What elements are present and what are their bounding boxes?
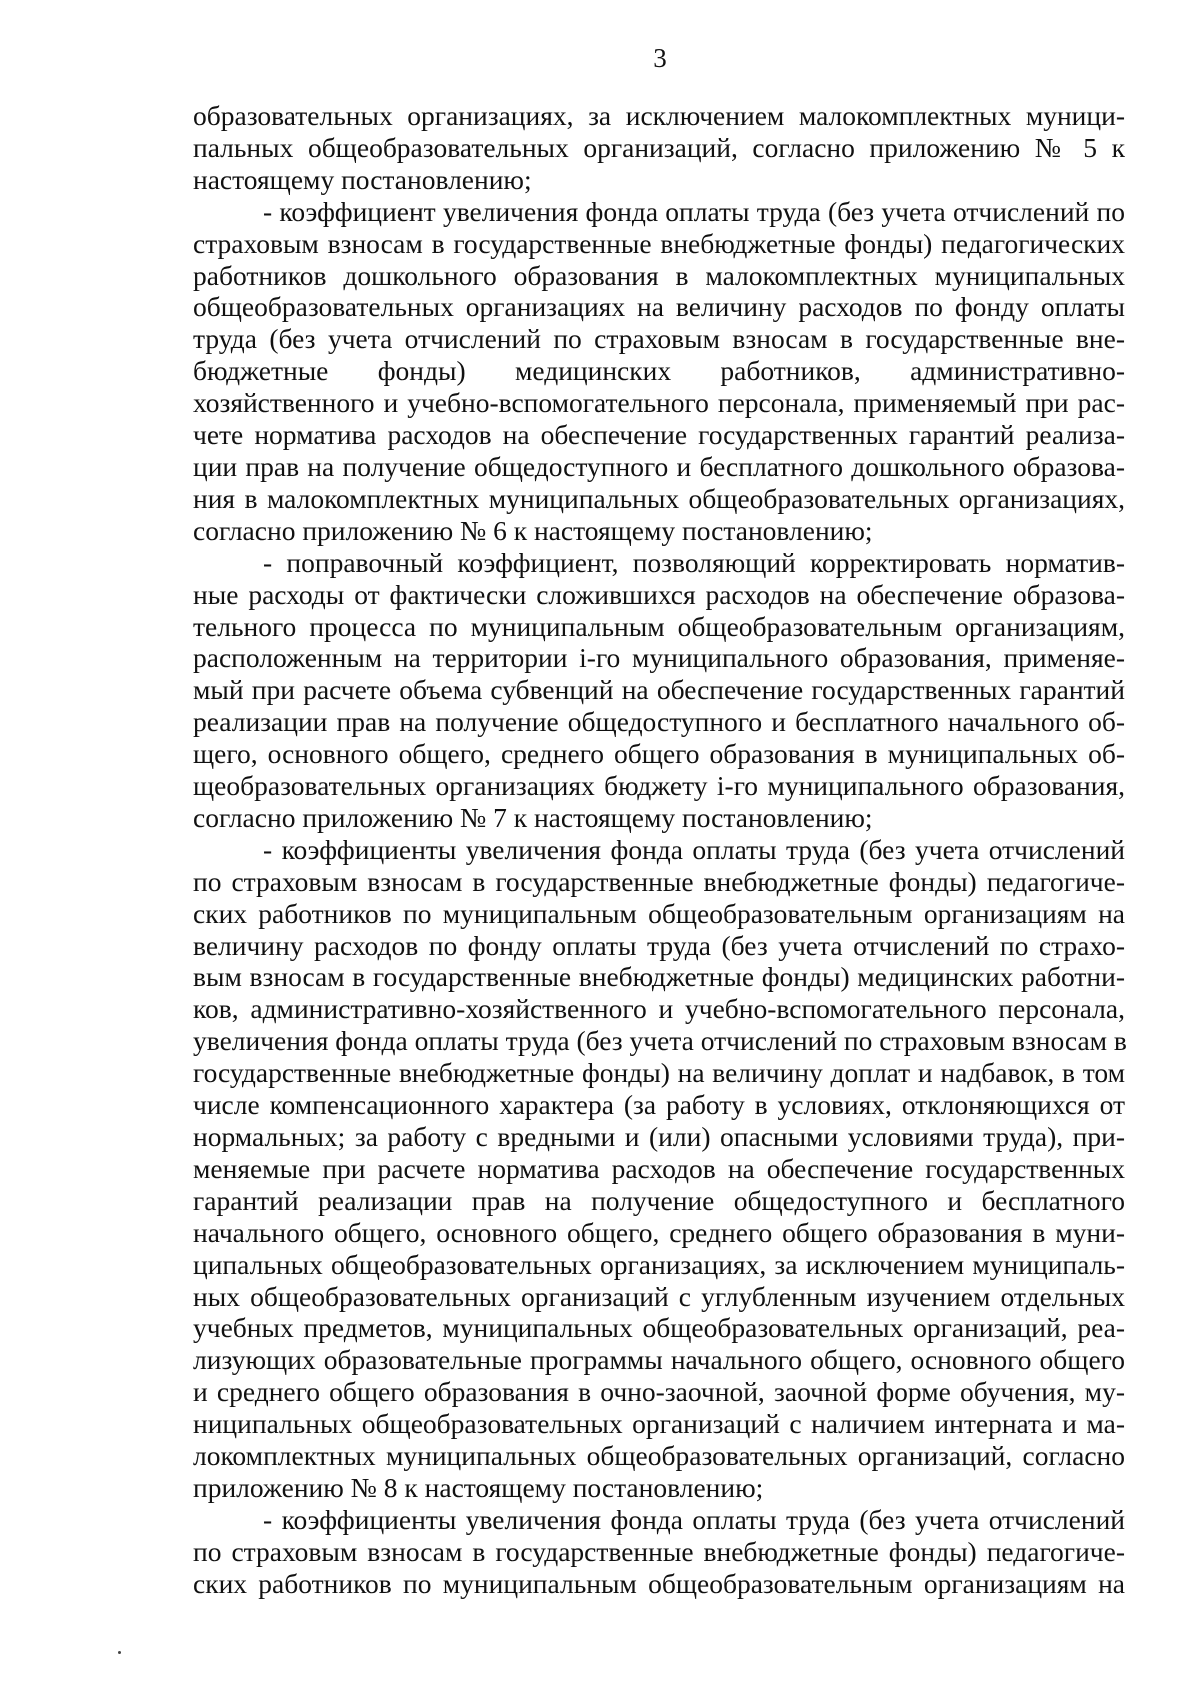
text-line: ков, административно-хозяйственного и учебно-вспомогательного персонала, [193, 993, 1125, 1025]
paragraph [193, 834, 1125, 1504]
text-line: реализации прав на получение общедоступного и бесплатного начального об- [193, 706, 1125, 738]
text-line: учебных предметов, муниципальных общеобразовательных организаций, реа- [193, 1312, 1125, 1344]
text-line: нормальных; за работу с вредными и (или) опасными условиями труда), при- [193, 1121, 1125, 1152]
text-line: щеобразовательных организациях бюджету i-го муниципального образования, [193, 770, 1125, 802]
text-line: начального общего, основного общего, среднего общего образования в муни- [193, 1216, 1125, 1248]
text-line: общеобразовательных организациях на величину расходов по фонду оплаты [193, 291, 1125, 323]
text-line: ных общеобразовательных организаций с углубленным изучением отдельных [193, 1280, 1125, 1312]
text-line: ные расходы от фактически сложившихся расходов на обеспечение образова- [193, 578, 1125, 610]
text-line: - коэффициент увеличения фонда оплаты труда (без учета отчислений по [263, 195, 1125, 227]
text-line: и среднего общего образования в очно-заочной, заочной форме обучения, му- [193, 1376, 1125, 1408]
text-line: - коэффициенты увеличения фонда оплаты труда (без учета отчислений [263, 833, 1125, 865]
text-line: лизующих образовательные программы начального общего, основного общего [193, 1344, 1125, 1376]
text-line: работников дошкольного образования в малокомплектных муниципальных [193, 259, 1125, 291]
text-line: увеличения фонда оплаты труда (без учета отчислений по страховым взносам в [193, 1025, 1127, 1057]
text-line: - поправочный коэффициент, позволяющий корректировать норматив- [263, 546, 1125, 578]
document-body [193, 100, 1125, 1600]
text-line: ния в малокомплектных муниципальных общеобразовательных организациях, [193, 482, 1125, 514]
paragraph [193, 547, 1125, 834]
text-line: расположенным на территории i-го муниципального образования, применяе- [193, 642, 1125, 674]
text-line: бюджетные фонды) медицинских работников, административно- [193, 355, 1125, 387]
text-line: хозяйственного и учебно-вспомогательного персонала, применяемый при рас- [193, 387, 1125, 419]
text-line: по страховым взносам в государственные внебюджетные фонды) педагогиче- [193, 865, 1125, 897]
text-line: приложению № 8 к настоящему постановлению; [193, 1471, 764, 1503]
text-line: пальных общеобразовательных организаций, согласно приложению № 5 к [193, 131, 1125, 163]
text-line: образовательных организациях, за исключением малокомплектных муници- [193, 100, 1125, 131]
text-line: ции прав на получение общедоступного и бесплатного дошкольного образова- [193, 450, 1125, 482]
text-line: - коэффициенты увеличения фонда оплаты труда (без учета отчислений [263, 1503, 1125, 1535]
text-line: ципальных общеобразовательных организациях, за исключением муниципаль- [193, 1248, 1125, 1280]
paragraph [193, 1504, 1125, 1600]
text-line: числе компенсационного характера (за работу в условиях, отклоняющихся от [193, 1089, 1125, 1121]
page-number: 3 [653, 43, 667, 73]
text-line: вым взносам в государственные внебюджетные фонды) медицинских работни- [193, 961, 1125, 993]
paragraph [193, 196, 1125, 547]
text-line: тельного процесса по муниципальным общеобразовательным организациям, [193, 610, 1125, 642]
text-line: настоящему постановлению; [193, 163, 532, 195]
text-line: согласно приложению № 7 к настоящему постановлению; [193, 801, 873, 833]
paragraph [193, 100, 1125, 196]
text-line: государственные внебюджетные фонды) на величину доплат и надбавок, в том [193, 1057, 1125, 1089]
text-line: по страховым взносам в государственные внебюджетные фонды) педагогиче- [193, 1535, 1125, 1567]
text-line: чете норматива расходов на обеспечение государственных гарантий реализа- [193, 419, 1125, 451]
text-line: меняемые при расчете норматива расходов на обеспечение государственных [193, 1152, 1125, 1184]
text-line: труда (без учета отчислений по страховым взносам в государственные вне- [193, 323, 1125, 355]
text-line: мый при расчете объема субвенций на обеспечение государственных гарантий [193, 674, 1125, 706]
text-line: ских работников по муниципальным общеобразовательным организациям на [193, 897, 1125, 929]
text-line: величину расходов по фонду оплаты труда (без учета отчислений по страхо- [193, 929, 1125, 961]
text-line: локомплектных муниципальных общеобразовательных организаций, согласно [193, 1440, 1125, 1472]
text-line: ских работников по муниципальным общеобразовательным организациям на [193, 1567, 1125, 1599]
scan-speck [118, 1651, 121, 1654]
text-line: щего, основного общего, среднего общего образования в муниципальных об- [193, 738, 1125, 770]
text-line: гарантий реализации прав на получение общедоступного и бесплатного [193, 1184, 1125, 1216]
text-line: согласно приложению № 6 к настоящему постановлению; [193, 514, 873, 546]
text-line: страховым взносам в государственные внебюджетные фонды) педагогических [193, 227, 1125, 259]
text-line: ниципальных общеобразовательных организаций с наличием интерната и ма- [193, 1408, 1125, 1440]
